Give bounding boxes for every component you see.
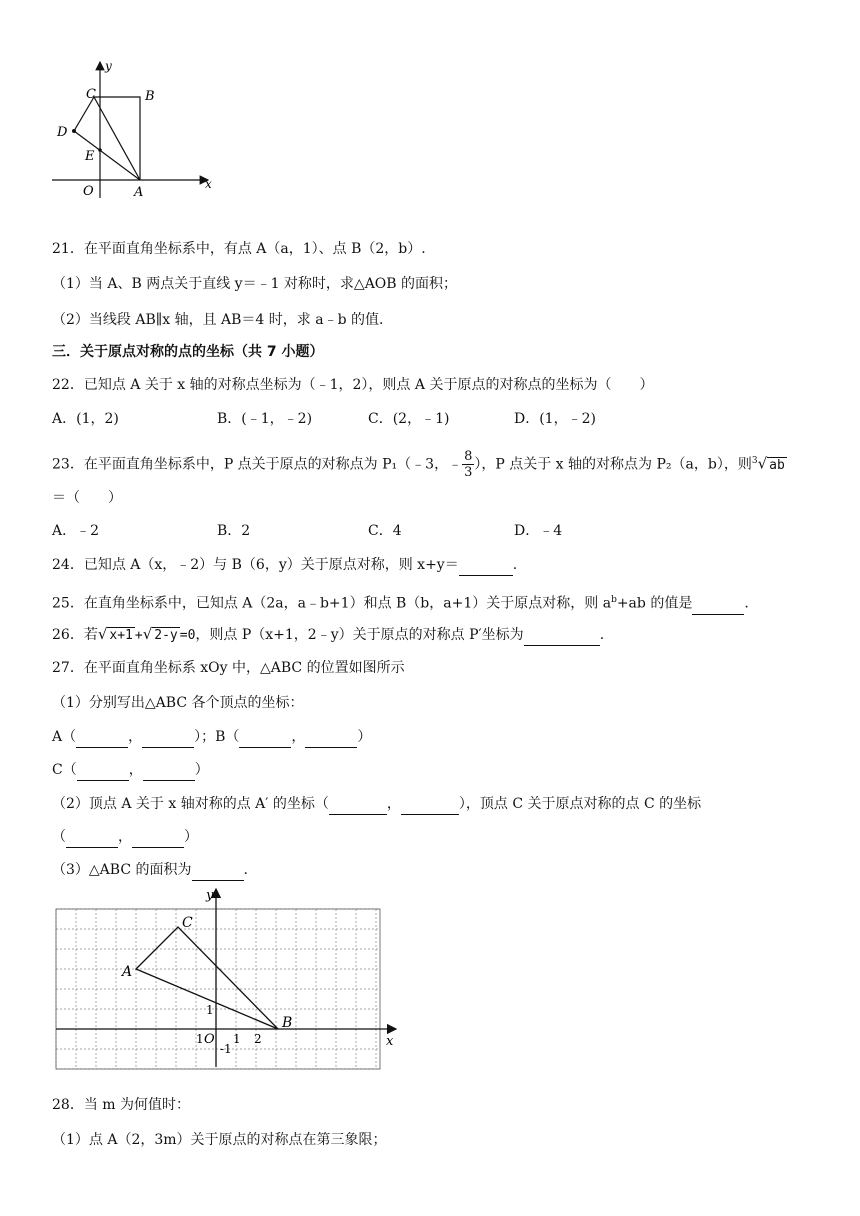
q27-comma: ，	[291, 729, 306, 745]
segment-da	[74, 131, 140, 180]
q27-p2c-open: （	[52, 829, 66, 845]
q27-cx-blank[interactable]	[77, 760, 129, 781]
q27-c-prime-x-blank[interactable]	[66, 827, 118, 848]
q27-ay-blank[interactable]	[142, 727, 194, 748]
label-y: y	[206, 888, 214, 903]
q27-comma: ，	[118, 829, 132, 845]
q27-part1: （1）分别写出△ABC 各个顶点的坐标：	[52, 695, 304, 711]
q23-option-a[interactable]: A．﹣2	[52, 523, 100, 539]
q27-c-prime-y-blank[interactable]	[132, 827, 184, 848]
q24-stem	[52, 555, 517, 576]
q22-option-a[interactable]: A．(1，2)	[52, 411, 119, 427]
radical-sign: √	[757, 454, 768, 473]
fraction-eight-thirds	[462, 449, 474, 480]
q23-stem-a: 23．在平面直角坐标系中，P 点关于原点的对称点为 P₁（﹣3，﹣	[52, 456, 463, 473]
label-neg-one: -1	[220, 1042, 232, 1056]
q24-text: 24．已知点 A（x，﹣2）与 B（6，y）关于原点对称，则 x+y＝	[52, 557, 459, 573]
label-a: A	[122, 964, 133, 980]
q25-text-b: +ab 的值是	[616, 595, 693, 612]
q27-by-blank[interactable]	[305, 727, 357, 748]
q27-part2-cont	[52, 827, 198, 848]
q23-continuation: ＝（ ）	[52, 490, 122, 506]
q24-end: .	[512, 557, 518, 573]
q25-answer-blank[interactable]	[692, 594, 744, 615]
q27-comma: ，	[128, 729, 143, 745]
label-y-one: 1	[206, 1003, 214, 1017]
q27-bx-blank[interactable]	[239, 727, 291, 748]
q27-a-open: A（	[52, 729, 77, 745]
q23-option-c[interactable]: C．4	[368, 523, 402, 539]
q27-cy-blank[interactable]	[143, 760, 195, 781]
q24-answer-blank[interactable]	[459, 555, 513, 576]
q23-stem	[52, 449, 787, 480]
q25-end: .	[744, 595, 749, 612]
segment-cd	[74, 97, 94, 131]
q28-stem: 28．当 m 为何值时：	[52, 1097, 190, 1113]
q26-equals-zero: =0	[179, 628, 196, 643]
q26-text-pre: 26．若	[52, 627, 98, 643]
label-a: A	[134, 185, 144, 200]
q26-plus: +	[134, 628, 143, 643]
label-b: B	[282, 1015, 293, 1031]
label-c: C	[86, 87, 96, 102]
q26-end: .	[599, 627, 605, 643]
q22-option-d[interactable]: D．(1，﹣2)	[514, 411, 596, 427]
q25-text-a: 25．在直角坐标系中，已知点 A（2a，a﹣b+1）和点 B（b，a+1）关于原点对称，则 a	[52, 595, 612, 612]
q27-b-open: ）；B（	[194, 729, 240, 745]
q26-text-mid: ，则点 P（x+1，2﹣y）关于原点的对称点 P′坐标为	[195, 627, 524, 643]
q27-a-prime-y-blank[interactable]	[401, 794, 459, 815]
label-e: E	[85, 149, 95, 164]
label-x: x	[386, 1034, 394, 1049]
figure-rectangle-diagram	[50, 58, 220, 203]
q27-stem: 27．在平面直角坐标系 xOy 中，△ABC 的位置如图所示	[52, 660, 405, 676]
radical-sign-2: √	[142, 625, 153, 643]
radicand-ab: ab	[769, 457, 785, 473]
label-o: O	[204, 1032, 215, 1047]
segment-ca	[94, 97, 140, 180]
fraction-denominator: 3	[464, 465, 473, 480]
point-d	[72, 129, 76, 133]
q22-stem: 22．已知点 A 关于 x 轴的对称点坐标为（﹣1，2），则点 A 关于原点的对称点的坐标为（ ）	[52, 377, 654, 393]
q28-part1: （1）点 A（2，3m）关于原点的对称点在第三象限；	[52, 1132, 387, 1148]
label-d: D	[57, 125, 68, 140]
radicand-x-plus-1: x+1	[109, 628, 133, 643]
q23-stem-b: ），P 点关于 x 轴的对称点为 P₂（a，b），则	[474, 456, 752, 473]
q27-comma: ，	[386, 796, 401, 812]
point-e	[98, 148, 102, 152]
q27-comma: ，	[128, 762, 143, 778]
q26-answer-blank[interactable]	[524, 625, 600, 646]
q27-part3	[52, 860, 248, 881]
q26-stem	[52, 624, 604, 646]
grid-lines	[56, 909, 380, 1069]
q27-close: ）	[194, 762, 209, 778]
q22-option-b[interactable]: B．(﹣1，﹣2)	[217, 411, 313, 427]
label-x: x	[205, 177, 212, 191]
fraction-numerator: 8	[464, 449, 473, 464]
q21-part2: （2）当线段 AB∥x 轴，且 AB＝4 时，求 a﹣b 的值.	[52, 312, 384, 328]
section-title: 三．关于原点对称的点的坐标（共 7 小题）	[52, 344, 324, 360]
label-o: O	[83, 184, 94, 199]
figure-grid-triangle	[50, 885, 402, 1070]
radical-sign: √	[97, 625, 108, 643]
q23-option-b[interactable]: B．2	[217, 523, 251, 539]
q27-p2-text: （2）顶点 A 关于 x 轴对称的点 A′ 的坐标（	[52, 796, 329, 812]
q27-a-prime-x-blank[interactable]	[329, 794, 387, 815]
label-b: B	[145, 89, 155, 104]
q21-stem: 21．在平面直角坐标系中，有点 A（a，1）、点 B（2，b）.	[52, 241, 426, 257]
root-index: 3	[751, 455, 758, 466]
q27-close: ）	[357, 729, 372, 745]
label-x-two: 2	[254, 1032, 262, 1046]
q27-c-open: C（	[52, 762, 77, 778]
label-c: C	[182, 915, 193, 931]
q25-stem	[52, 590, 749, 615]
q27-p2b-text: ），顶点 C 关于原点对称的点 C 的坐标	[458, 796, 702, 812]
q25-exponent: b	[611, 595, 617, 605]
label-ten: 1	[196, 1032, 204, 1046]
q21-part1: （1）当 A、B 两点关于直线 y＝﹣1 对称时，求△AOB 的面积；	[52, 276, 458, 292]
q27-ax-blank[interactable]	[76, 727, 128, 748]
q22-option-c[interactable]: C．(2，﹣1)	[368, 411, 450, 427]
q27-p3-text: （3）△ABC 的面积为	[52, 862, 192, 878]
radicand-2-minus-y: 2-y	[154, 628, 178, 643]
q27-area-blank[interactable]	[192, 860, 244, 881]
q23-option-d[interactable]: D．﹣4	[514, 523, 563, 539]
label-x-one: 1	[233, 1032, 241, 1046]
label-y: y	[105, 59, 112, 73]
q27-close: ）	[184, 829, 198, 845]
q27-part2	[52, 794, 701, 815]
q27-coords-ab	[52, 727, 371, 748]
q27-end: .	[243, 862, 248, 878]
q27-coords-c	[52, 760, 209, 781]
